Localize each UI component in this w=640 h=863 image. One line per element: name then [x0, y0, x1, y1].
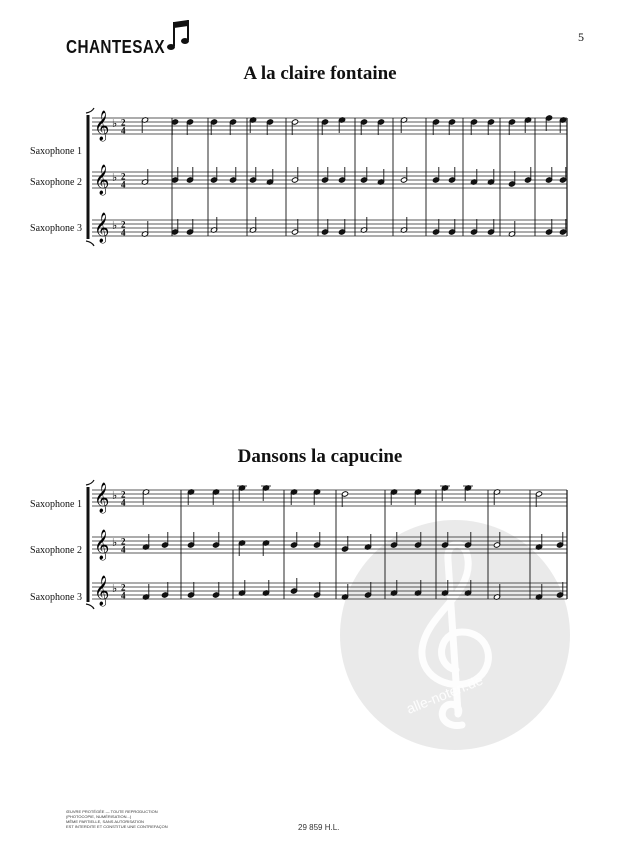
piece-title-2: Dansons la capucine [237, 446, 403, 467]
instrument-label: Saxophone 1 [30, 146, 82, 157]
key-signature-flat: ♭ [112, 172, 118, 184]
key-signature-flat: ♭ [112, 220, 118, 232]
key-signature-flat: ♭ [112, 118, 118, 130]
treble-clef: 𝄞 [94, 576, 110, 605]
time-signature-bottom: 4 [121, 544, 126, 555]
time-signature-bottom: 4 [121, 125, 126, 136]
instrument-label: Saxophone 3 [30, 223, 82, 234]
time-signature-top: 2 [121, 171, 126, 182]
treble-clef: 𝄞 [94, 530, 110, 559]
key-signature-flat: ♭ [112, 583, 118, 595]
bracket-hook [86, 604, 94, 609]
legal-line: MÊME PARTIELLE, SANS AUTORISATION [66, 819, 144, 824]
copyright-notice [66, 809, 206, 829]
time-signature-top: 2 [121, 219, 126, 230]
treble-clef: 𝄞 [94, 111, 110, 140]
key-signature-flat: ♭ [112, 490, 118, 502]
publisher-logo: CHANTESAX [66, 37, 166, 57]
time-signature-bottom: 4 [121, 590, 126, 601]
instrument-label: Saxophone 2 [30, 545, 82, 556]
piece-title-1: A la claire fontaine [243, 63, 397, 84]
instrument-label: Saxophone 2 [30, 177, 82, 188]
instrument-label: Saxophone 1 [30, 499, 82, 510]
treble-clef: 𝄞 [94, 483, 110, 512]
catalog-reference: 29 859 H.L. [298, 823, 340, 832]
legal-line: EST INTERDITE ET CONSTITUE UNE CONTREFAÇON [66, 824, 168, 829]
time-signature-bottom: 4 [121, 227, 126, 238]
treble-clef: 𝄞 [94, 213, 110, 242]
instrument-label: Saxophone 3 [30, 592, 82, 603]
time-signature-top: 2 [121, 117, 126, 128]
watermark-text: alle-noten.de [404, 671, 486, 717]
legal-line: (PHOTOCOPIE, NUMÉRISATION...) [66, 814, 132, 819]
time-signature-top: 2 [121, 582, 126, 593]
key-signature-flat: ♭ [112, 537, 118, 549]
time-signature-bottom: 4 [121, 179, 126, 190]
legal-line: ŒUVRE PROTÉGÉE — TOUTE REPRODUCTION [66, 809, 158, 814]
time-signature-top: 2 [121, 536, 126, 547]
time-signature-bottom: 4 [121, 497, 126, 508]
treble-clef: 𝄞 [94, 165, 110, 194]
bracket-hook [86, 480, 94, 485]
time-signature-top: 2 [121, 489, 126, 500]
page-number: 5 [578, 30, 584, 44]
